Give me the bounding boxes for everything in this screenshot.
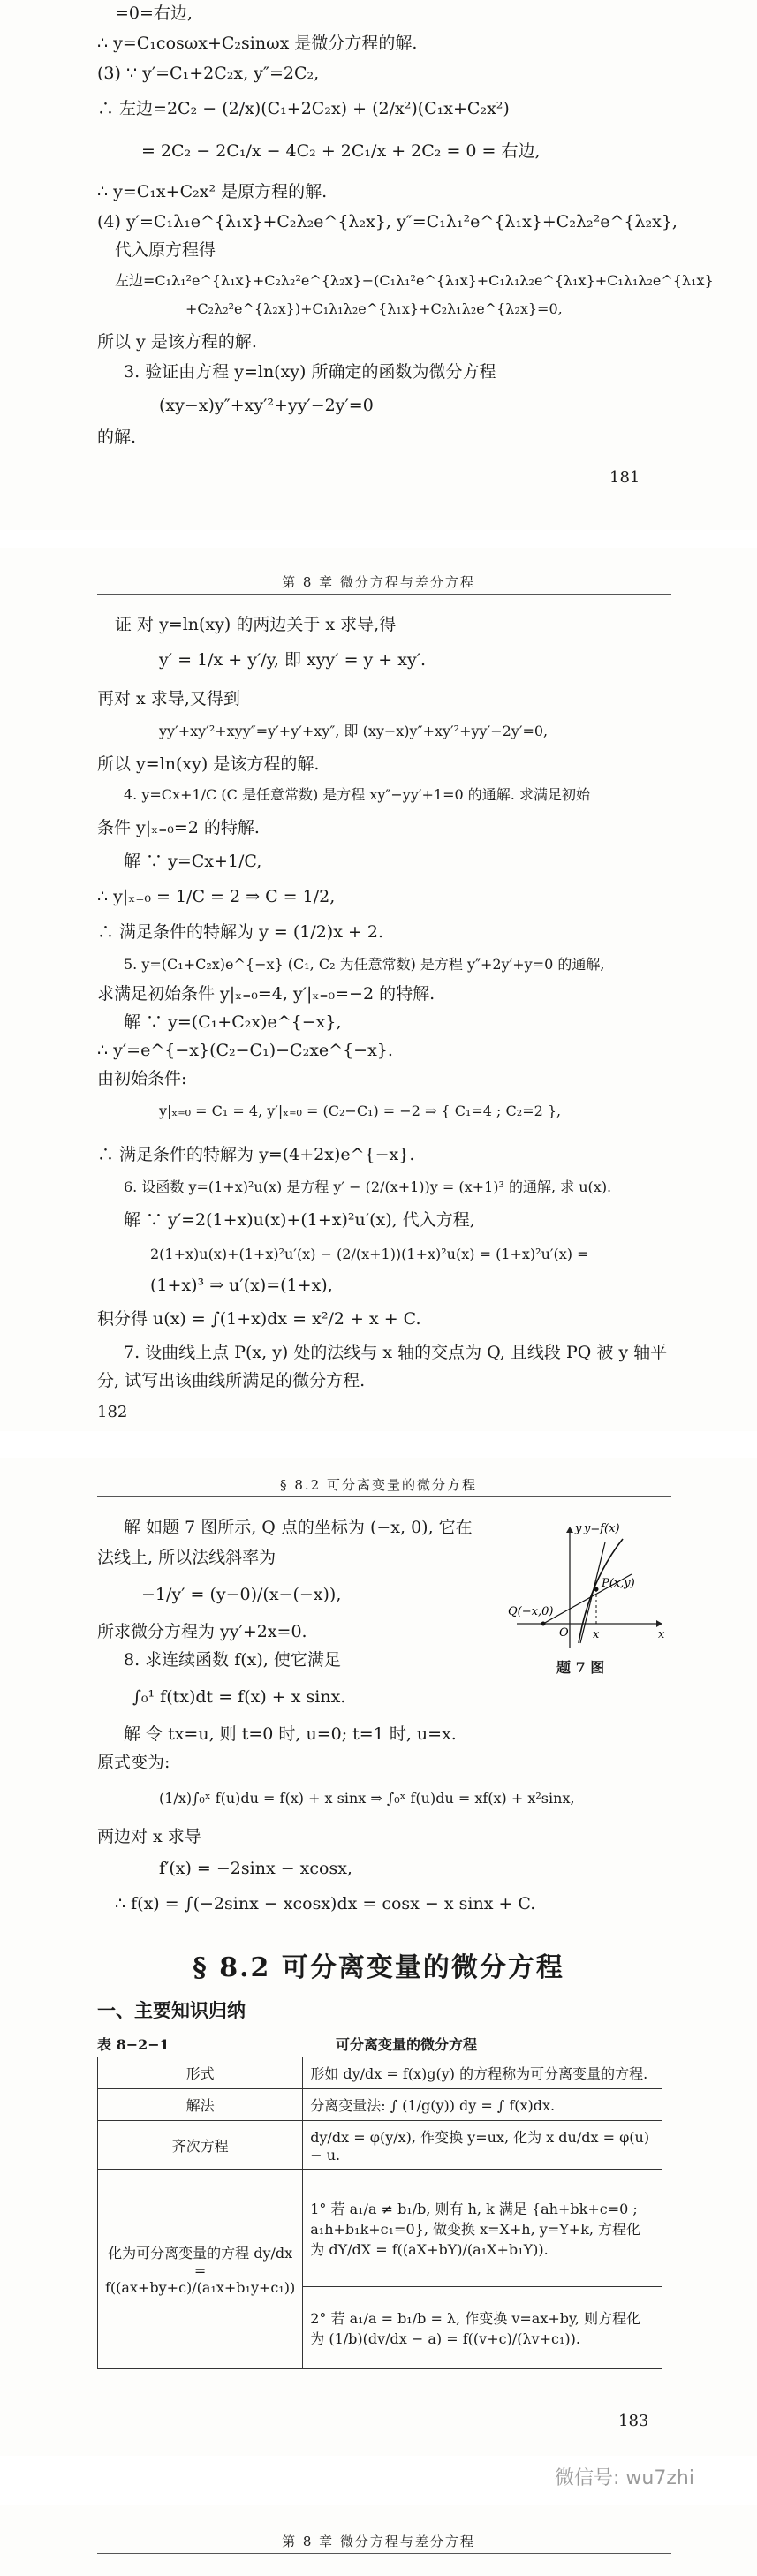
text-line: 代入原方程得	[115, 240, 216, 260]
header-rule	[97, 1496, 671, 1497]
text-line: 解 ∵ y=Cx+1/C,	[124, 852, 262, 871]
section-title: § 8.2 可分离变量的微分方程	[193, 1952, 564, 1983]
row-label: 齐次方程	[98, 2121, 303, 2170]
text-line: y|ₓ₌₀ = C₁ = 4, y′|ₓ₌₀ = (C₂−C₁) = −2 ⇒ { C₁=4 ; C₂=2 },	[159, 1102, 562, 1119]
y-axis-arrow	[566, 1527, 573, 1533]
text-line: 左边=C₁λ₁²e^{λ₁x}+C₂λ₂²e^{λ₂x}−(C₁λ₁²e^{λ₁x}+C₁λ₁λ₂e^{λ₁x}+C₁λ₁λ₂e^{λ₁x}	[115, 272, 714, 289]
text-line: ∴ y=C₁cosωx+C₂sinωx 是微分方程的解.	[97, 34, 418, 53]
x-axis-label: x	[658, 1628, 665, 1641]
text-line: 5. y=(C₁+C₂x)e^{−x} (C₁, C₂ 为任意常数) 是方程 y″+2y′+y=0 的通解,	[124, 956, 605, 973]
watermark: 微信号: wu7zhi	[555, 2467, 694, 2489]
text-line: (1/x)∫₀ˣ f(u)du = f(x) + x sinx ⇒ ∫₀ˣ f(u)du = xf(x) + x²sinx,	[159, 1790, 575, 1807]
text-line: −1/y′ = (y−0)/(x−(−x)),	[141, 1585, 342, 1604]
row-content: 2° 若 a₁/a = b₁/b = λ, 作变换 v=ax+by, 则方程化为 (1/b)(dv/dx − a) = f((v+c)/(λv+c₁)).	[303, 2287, 662, 2369]
header-rule	[97, 2553, 671, 2554]
page-gap	[0, 2456, 757, 2505]
text-line: 积分得 u(x) = ∫(1+x)dx = x²/2 + x + C.	[97, 1309, 421, 1329]
point-q-dot	[541, 1622, 546, 1626]
text-line: 再对 x 求导,又得到	[97, 689, 240, 708]
subsection-title: 一、主要知识归纳	[97, 1999, 246, 2021]
text-line: ∴ 左边=2C₂ − (2/x)(C₁+2C₂x) + (2/x²)(C₁x+C₂x²)	[97, 99, 510, 118]
row-label: 化为可分离变量的方程 dy/dx = f((ax+by+c)/(a₁x+b₁y+c₁))	[98, 2170, 303, 2369]
text-line: 所求微分方程为 yy′+2x=0.	[97, 1622, 307, 1641]
text-line: ∴ y′=e^{−x}(C₂−C₁)−C₂xe^{−x}.	[97, 1041, 393, 1060]
page-181	[0, 0, 757, 530]
page-number: 182	[97, 1403, 128, 1421]
text-line: 证 对 y=ln(xy) 的两边关于 x 求导,得	[115, 615, 397, 634]
curve-label: y=f(x)	[584, 1522, 620, 1535]
text-line: (3) ∵ y′=C₁+2C₂x, y″=2C₂,	[97, 64, 320, 83]
row-content: 1° 若 a₁/a ≠ b₁/b, 则有 h, k 满足 {ah+bk+c=0 ; a₁h+b₁k+c₁=0}, 做变换 x=X+h, y=Y+k, 方程化为 dY/dX = f((aX+bY)/(a₁X+b₁Y)).	[303, 2170, 662, 2287]
page-182	[0, 548, 757, 1431]
point-q-label: Q(−x,0)	[508, 1605, 554, 1618]
text-line: (xy−x)y″+xy′²+yy′−2y′=0	[159, 396, 374, 415]
table-caption: 表 8−2−1	[97, 2036, 170, 2053]
text-line: 的解.	[97, 428, 137, 447]
text-line: 由初始条件:	[97, 1069, 187, 1088]
knowledge-table	[97, 2057, 662, 2369]
y-axis-label: y	[575, 1522, 582, 1535]
table-row	[98, 2089, 662, 2121]
text-line: 6. 设函数 y=(1+x)²u(x) 是方程 y′ − (2/(x+1))y = (x+1)³ 的通解, 求 u(x).	[124, 1178, 612, 1195]
text-line: 2(1+x)u(x)+(1+x)²u′(x) − (2/(x+1))(1+x)²u(x) = (1+x)²u′(x) =	[150, 1246, 589, 1262]
text-line: 条件 y|ₓ₌₀=2 的特解.	[97, 818, 260, 837]
text-line: = 2C₂ − 2C₁/x − 4C₂ + 2C₁/x + 2C₂ = 0 = 右边,	[141, 141, 541, 161]
text-line: ∴ f(x) = ∫(−2sinx − xcosx)dx = cosx − x sinx + C.	[115, 1894, 536, 1913]
text-line: yy′+xy′²+xyy″=y′+y′+xy″, 即 (xy−x)y″+xy′²+yy′−2y′=0,	[159, 723, 549, 739]
text-line: 所以 y=ln(xy) 是该方程的解.	[97, 754, 320, 774]
origin-label: O	[559, 1626, 569, 1640]
page-gap	[0, 530, 757, 548]
text-line: ∴ 满足条件的特解为 y=(4+2x)e^{−x}.	[97, 1145, 415, 1164]
row-content: 分离变量法: ∫ (1/g(y)) dy = ∫ f(x)dx.	[303, 2089, 662, 2121]
problem-7-figure	[508, 1519, 671, 1652]
row-label: 形式	[98, 2057, 303, 2089]
text-line: 4. y=Cx+1/C (C 是任意常数) 是方程 xy″−yy′+1=0 的通解. 求满足初始	[124, 786, 590, 803]
page-number: 183	[618, 2412, 649, 2430]
header-rule	[97, 594, 671, 595]
table-row	[98, 2057, 662, 2089]
text-line: 解 ∵ y=(C₁+C₂x)e^{−x},	[124, 1012, 342, 1032]
text-line: (1+x)³ ⇒ u′(x)=(1+x),	[150, 1276, 333, 1295]
text-line: 解 如题 7 图所示, Q 点的坐标为 (−x, 0), 它在	[124, 1518, 473, 1537]
text-line: ∴ 满足条件的特解为 y = (1/2)x + 2.	[97, 922, 384, 942]
row-label: 解法	[98, 2089, 303, 2121]
x-tick-label: x	[593, 1628, 600, 1641]
text-line: 所以 y 是该方程的解.	[97, 332, 257, 352]
text-line: f′(x) = −2sinx − xcosx,	[159, 1859, 352, 1878]
text-line: 3. 验证由方程 y=ln(xy) 所确定的函数为微分方程	[124, 362, 496, 382]
page-184	[0, 2505, 757, 2576]
row-content: dy/dx = φ(y/x), 作变换 y=ux, 化为 x du/dx = φ(u) − u.	[303, 2121, 662, 2170]
x-axis-arrow	[656, 1620, 662, 1627]
row-content: 形如 dy/dx = f(x)g(y) 的方程称为可分离变量的方程.	[303, 2057, 662, 2089]
page-183	[0, 1458, 757, 2456]
page-number: 181	[609, 468, 640, 487]
text-line: +C₂λ₂²e^{λ₂x})+C₁λ₁λ₂e^{λ₁x}+C₂λ₁λ₂e^{λ₂x}=0,	[185, 300, 563, 317]
text-line: 8. 求连续函数 f(x), 使它满足	[124, 1650, 341, 1670]
text-line: 7. 设曲线上点 P(x, y) 处的法线与 x 轴的交点为 Q, 且线段 PQ 被 y 轴平	[124, 1343, 668, 1362]
text-line: =0=右边,	[115, 4, 193, 23]
point-p-dot	[594, 1587, 599, 1592]
text-line: 解 ∵ y′=2(1+x)u(x)+(1+x)²u′(x), 代入方程,	[124, 1210, 475, 1230]
page-gap	[0, 1431, 757, 1458]
text-line: 求满足初始条件 y|ₓ₌₀=4, y′|ₓ₌₀=−2 的特解.	[97, 984, 435, 1004]
text-line: 分, 试写出该曲线所满足的微分方程.	[97, 1371, 366, 1390]
running-header: § 8.2 可分离变量的微分方程	[280, 1477, 477, 1493]
text-line: y′ = 1/x + y′/y, 即 xyy′ = y + xy′.	[159, 650, 427, 670]
text-line: ∫₀¹ f(tx)dt = f(x) + x sinx.	[132, 1687, 346, 1707]
running-header: 第 8 章 微分方程与差分方程	[282, 574, 475, 590]
figure-caption: 题 7 图	[556, 1659, 605, 1676]
text-line: 原式变为:	[97, 1753, 170, 1772]
table-row	[98, 2121, 662, 2170]
table-title: 可分离变量的微分方程	[336, 2036, 478, 2053]
text-line: ∴ y=C₁x+C₂x² 是原方程的解.	[97, 182, 328, 201]
point-p-label: P(x,y)	[602, 1577, 635, 1590]
text-line: 法线上, 所以法线斜率为	[97, 1548, 276, 1567]
text-line: 两边对 x 求导	[97, 1827, 201, 1846]
text-line: 解 令 tx=u, 则 t=0 时, u=0; t=1 时, u=x.	[124, 1724, 457, 1744]
text-line: ∴ y|ₓ₌₀ = 1/C = 2 ⇒ C = 1/2,	[97, 887, 336, 906]
text-line: (4) y′=C₁λ₁e^{λ₁x}+C₂λ₂e^{λ₂x}, y″=C₁λ₁²e^{λ₁x}+C₂λ₂²e^{λ₂x},	[97, 212, 678, 231]
table-row	[98, 2170, 662, 2287]
running-header: 第 8 章 微分方程与差分方程	[282, 2534, 475, 2549]
